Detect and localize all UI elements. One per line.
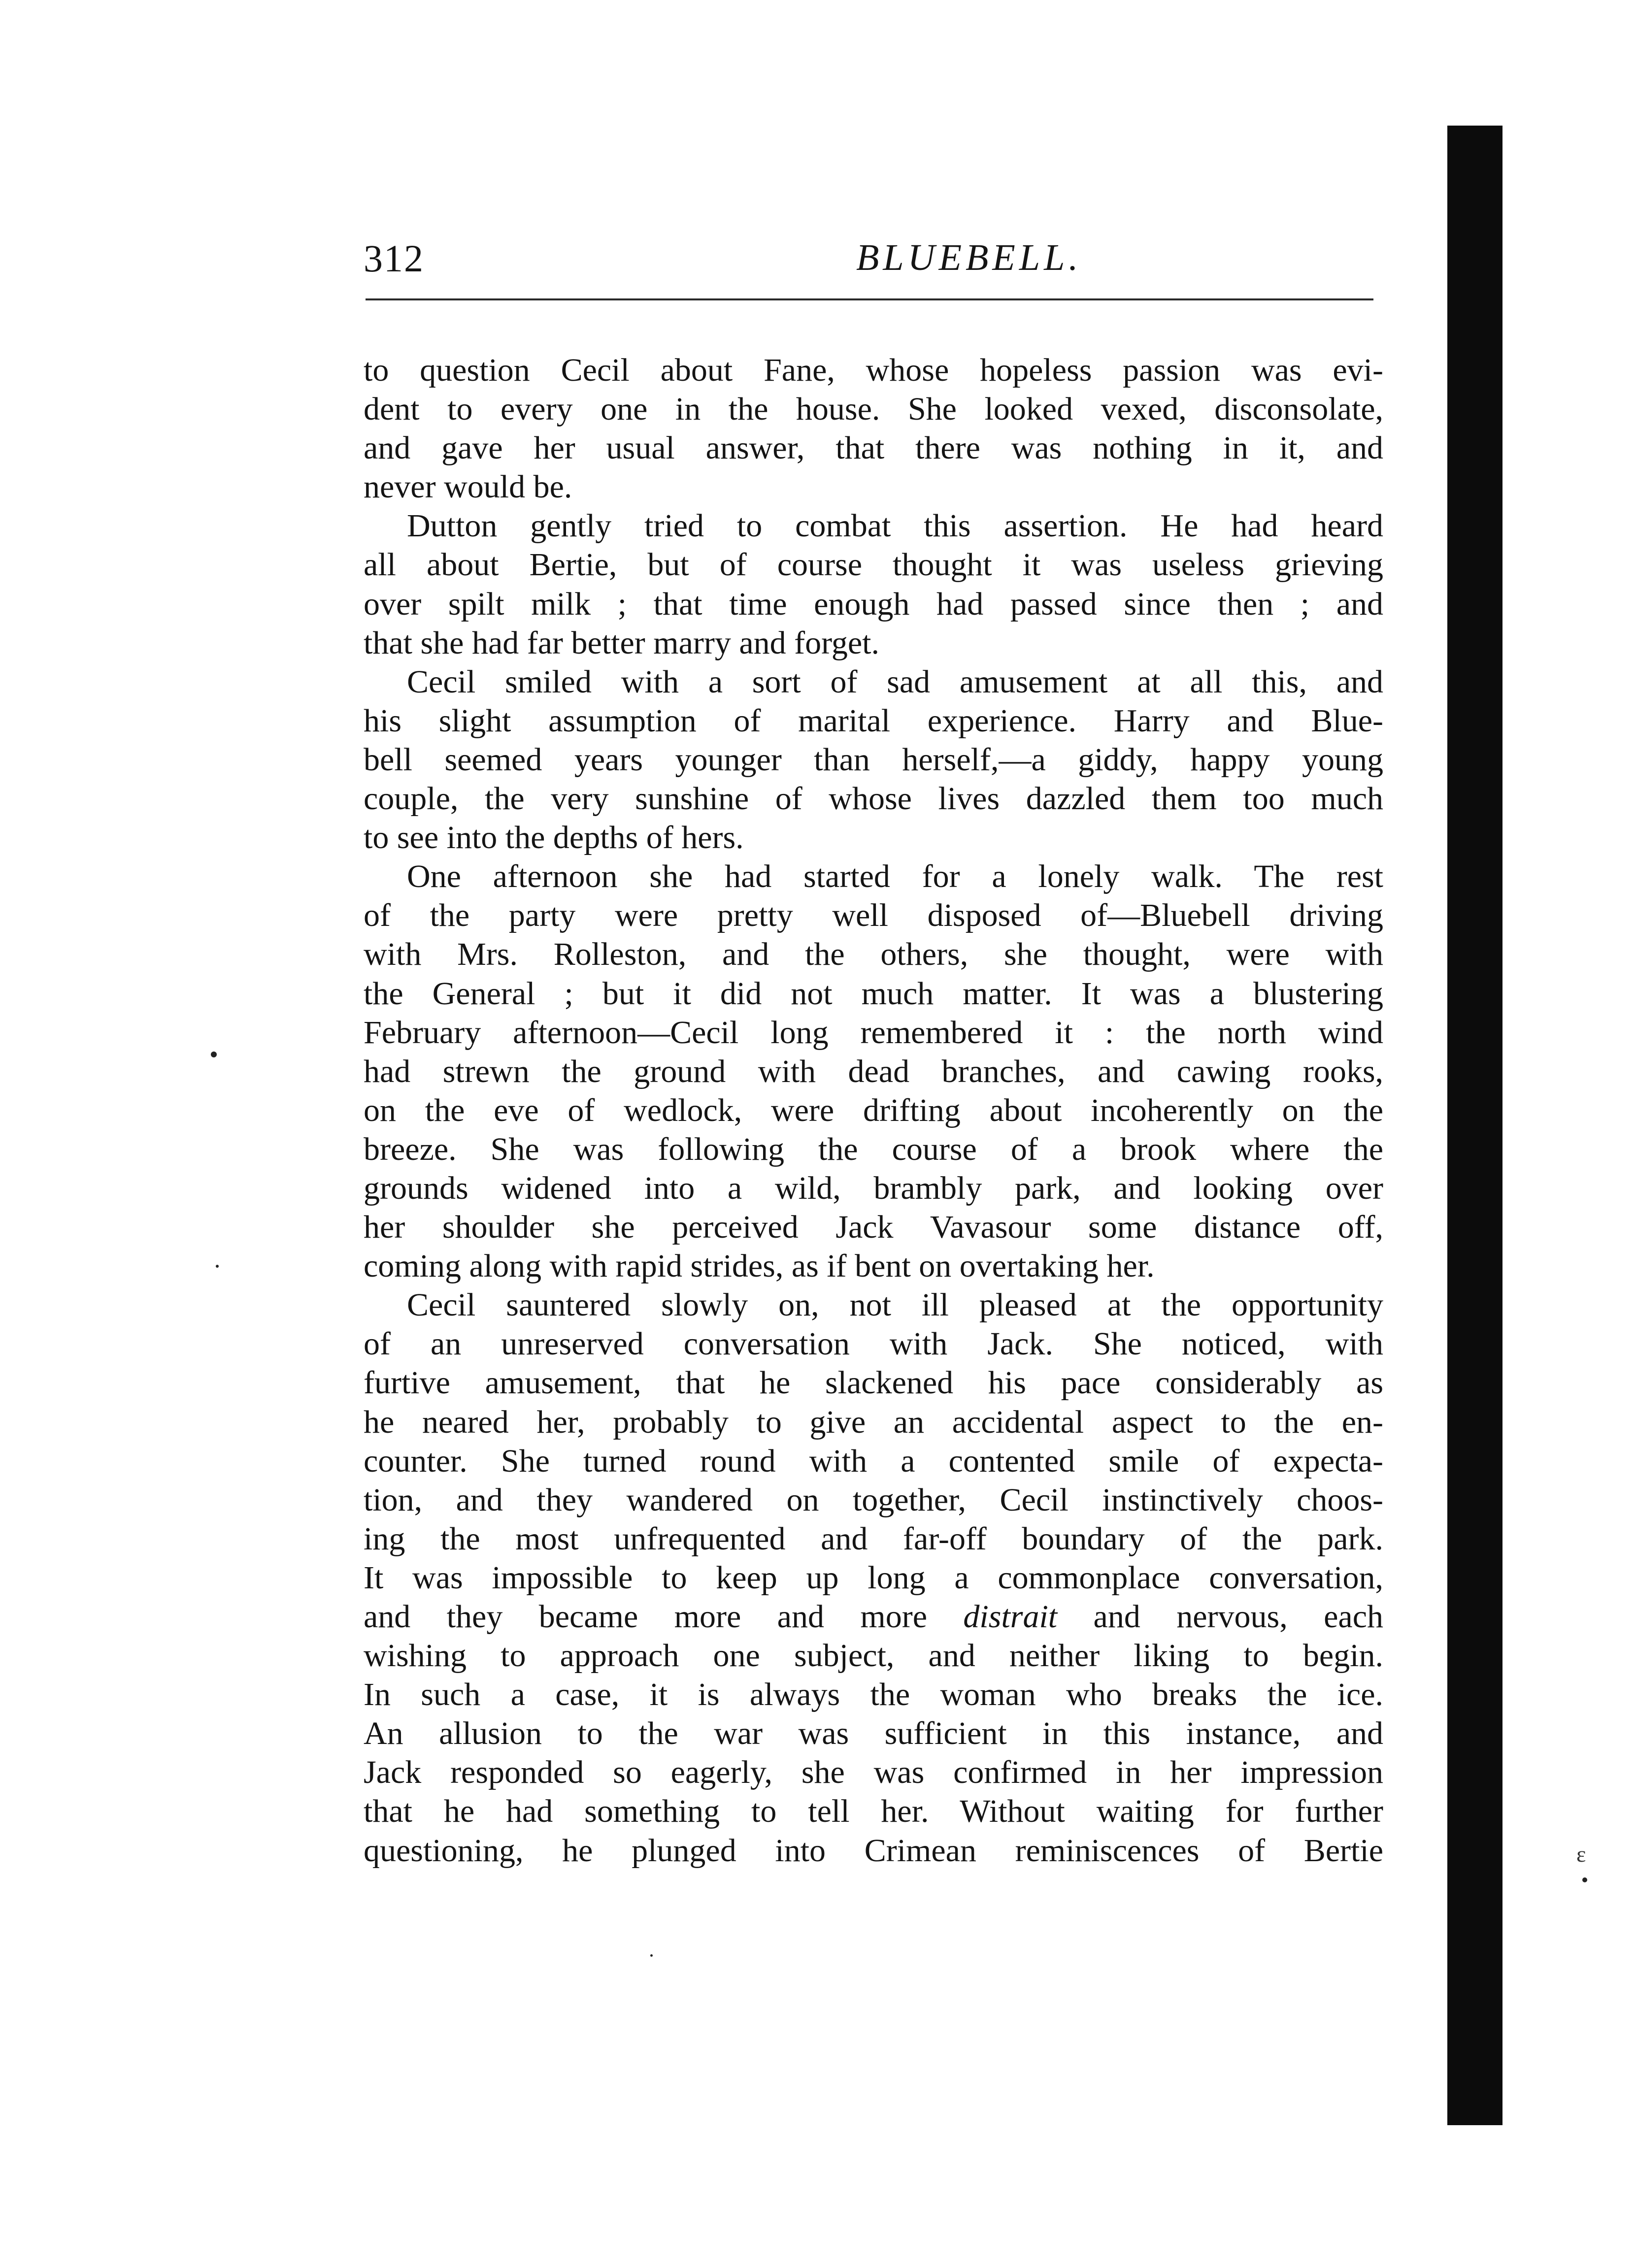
text-line: grounds widened into a wild, brambly park, and looking over bbox=[364, 1170, 1383, 1206]
text-line: furtive amusement, that he slackened his pace considerably as bbox=[364, 1365, 1383, 1401]
page-header bbox=[364, 231, 1373, 286]
text-line: that she had far better marry and forget. bbox=[364, 625, 880, 661]
text-line: of an unreserved conversation with Jack. She noticed, with bbox=[364, 1326, 1383, 1362]
text-line: all about Bertie, but of course thought it was useless grieving bbox=[364, 547, 1383, 583]
text-line: her shoulder she perceived Jack Vavasour some distance off, bbox=[364, 1209, 1383, 1246]
text-line: Jack responded so eagerly, she was confirmed in her impression bbox=[364, 1754, 1383, 1791]
page-number: 312 bbox=[364, 237, 424, 280]
text-line: An allusion to the war was sufficient in this instance, and bbox=[364, 1715, 1383, 1752]
text-line: dent to every one in the house. She looked vexed, disconsolate, bbox=[364, 391, 1383, 427]
text-line: breeze. She was following the course of a brook where the bbox=[364, 1131, 1383, 1167]
text-line: tion, and they wandered on together, Cecil instinctively choos- bbox=[364, 1481, 1383, 1518]
text-line: and gave her usual answer, that there was nothing in it, and bbox=[364, 430, 1383, 466]
text-line: with Mrs. Rolleston, and the others, she thought, were with bbox=[364, 936, 1383, 973]
text-line: over spilt milk ; that time enough had passed since then ; and bbox=[364, 586, 1383, 622]
text-line: In such a case, it is always the woman who breaks the ice. bbox=[364, 1676, 1383, 1713]
text-line: to see into the depths of hers. bbox=[364, 820, 744, 856]
text-line: Cecil sauntered slowly on, not ill pleased at the opportunity bbox=[407, 1287, 1383, 1323]
text-line: coming along with rapid strides, as if bent on overtaking her. bbox=[364, 1248, 1155, 1284]
text-line: Cecil smiled with a sort of sad amusement at all this, and bbox=[407, 663, 1383, 700]
scan-speck bbox=[650, 1954, 653, 1957]
header-rule bbox=[366, 298, 1373, 300]
emphasis: distrait bbox=[963, 1599, 1058, 1635]
text-line: questioning, he plunged into Crimean reminiscences of Bertie bbox=[364, 1832, 1383, 1869]
text-line: It was impossible to keep up long a commonplace conversation, bbox=[364, 1559, 1383, 1596]
text-line: ing the most unfrequented and far-off boundary of the park. bbox=[364, 1520, 1383, 1557]
text-line: to question Cecil about Fane, whose hopeless passion was evi- bbox=[364, 352, 1383, 388]
scan-speck bbox=[211, 1052, 217, 1057]
text-line: Dutton gently tried to combat this assertion. He had heard bbox=[407, 508, 1383, 544]
text-line: One afternoon she had started for a lonely walk. The rest bbox=[407, 858, 1383, 895]
margin-glyph: ε bbox=[1576, 1841, 1586, 1867]
text-line: and they became more and more distrait and nervous, each bbox=[364, 1599, 1384, 1635]
text-line: his slight assumption of marital experience. Harry and Blue- bbox=[364, 702, 1383, 739]
text-line: on the eve of wedlock, were drifting about incoherently on the bbox=[364, 1092, 1383, 1128]
scan-speck bbox=[1582, 1877, 1587, 1882]
scan-edge-shadow bbox=[1447, 126, 1502, 2125]
running-title: BLUEBELL. bbox=[856, 237, 1082, 278]
scan-speck bbox=[216, 1265, 219, 1268]
text-line: wishing to approach one subject, and neither liking to begin. bbox=[364, 1638, 1383, 1674]
text-line: February afternoon—Cecil long remembered it : the north wind bbox=[364, 1014, 1383, 1051]
text-line: couple, the very sunshine of whose lives dazzled them too much bbox=[364, 781, 1383, 817]
body-text bbox=[364, 351, 1383, 1870]
text-line: bell seemed years younger than herself,—a giddy, happy young bbox=[364, 741, 1383, 778]
text-line: the General ; but it did not much matter. It was a blustering bbox=[364, 975, 1383, 1012]
text-line: of the party were pretty well disposed of—Bluebell driving bbox=[364, 897, 1383, 934]
text-line: never would be. bbox=[364, 469, 572, 505]
text-line: he neared her, probably to give an accidental aspect to the en- bbox=[364, 1404, 1383, 1440]
text-line: that he had something to tell her. Without waiting for further bbox=[364, 1793, 1383, 1830]
text-line: counter. She turned round with a contented smile of expecta- bbox=[364, 1443, 1383, 1479]
text-line: had strewn the ground with dead branches, and cawing rooks, bbox=[364, 1053, 1383, 1089]
